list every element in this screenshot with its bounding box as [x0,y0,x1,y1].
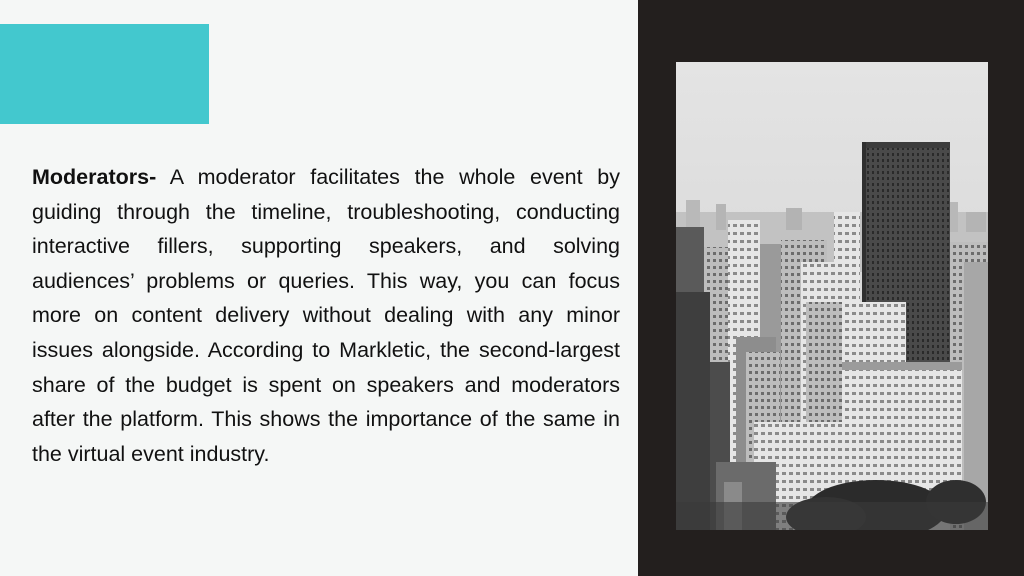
image-panel [638,0,1024,576]
paragraph-text: A moderator facilitates the whole event by guiding through the timeline, troubleshooting, conducting interactive fillers, supporting speakers, and solving audiences’ problems or queries. This way, you can focus more on content delivery without dealing with any minor issues alongside. According to Markletic, the second-largest share of the budget is spent on speakers and moderators after the platform. This shows the importance of the same in the virtual event industry. [32,165,620,466]
city-skyline-photo [676,62,988,530]
term-heading: Moderators- [32,165,157,189]
body-paragraph [32,160,620,471]
accent-block [0,24,209,124]
city-skyline-illustration [676,62,988,530]
